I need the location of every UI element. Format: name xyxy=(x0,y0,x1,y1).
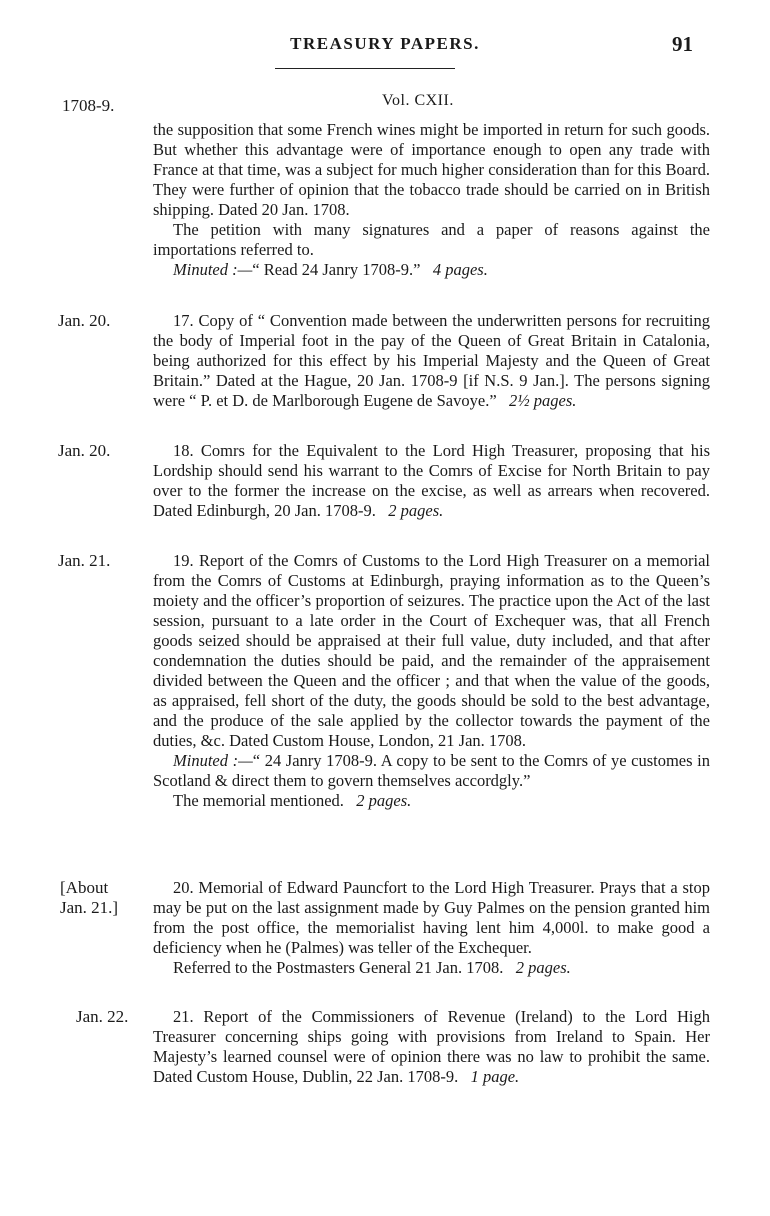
page-header-title: TREASURY PAPERS. xyxy=(290,34,480,53)
pages-count: 2 pages. xyxy=(388,501,444,520)
entry-text: 21. Report of the Commissioners of Revenue (Ireland) to the Lord High Treasurer concerning ships going with provisions from Ireland to Spain. Her Majesty’s learned counsel were of opinion there was no law to prohibit the same. Dated Custom House, Dublin, 22 Jan. 1708-9. xyxy=(153,1007,710,1086)
entry-text: 18. Comrs for the Equivalent to the Lord High Treasurer, proposing that his Lordship should send his warrant to the Comrs of Excise for North Britain to pay over to the former the increase on the excise, as well as arrears when recovered. Dated Edinburgh, 20 Jan. 1708-9. xyxy=(153,441,710,520)
pages-count: 4 pages. xyxy=(432,260,488,279)
year-label: 1708-9. xyxy=(62,96,115,115)
entry-date: [About Jan. 21.] xyxy=(60,878,119,917)
minuted-text: “ Read 24 Janry 1708-9.” xyxy=(252,260,421,279)
pages-count: 2½ pages. xyxy=(509,391,577,410)
entry-date: Jan. 22. xyxy=(76,1007,129,1026)
entry-text: 17. Copy of “ Convention made between the underwritten persons for recruiting the body of Imperial foot in the pay of the Queen of Great Britain in Catalonia, being authorized for this effect by his Imperial Majesty and the Queen of Great Britain.” Dated at the Hague, 20 Jan. 1708-9 [if N.S. 9 Jan.]. The persons signing were “ P. et D. de Marlborough Eugene de Savoye.” xyxy=(153,311,710,410)
continuation-minuted xyxy=(153,260,710,280)
continuation-note: The petition with many signatures and a paper of reasons against the importations referred to. xyxy=(153,220,710,259)
entry-date: Jan. 20. xyxy=(58,441,111,460)
watermark: ​ xyxy=(9,535,71,579)
volume-label: Vol. CXII. xyxy=(382,92,454,109)
pages-count: 2 pages. xyxy=(515,958,571,977)
entry-date: Jan. 20. xyxy=(58,311,111,330)
pages-count: 2 pages. xyxy=(356,791,412,810)
entry-text: 19. Report of the Comrs of Customs to the Lord High Treasurer on a memorial from the Comrs of Customs at Edinburgh, praying information as to the Queen’s moiety and the officer’s proportion of seizures. The practice upon the Act of the last session, pursuant to a late order in the Court of Exchequer was, that all French goods seized should be appraised at their full value, duty included, and that after condemnation the duties should be paid, and the remainder of the appraisement divided between the Queen and the officer ; and that when the value of the goods, as appraised, fell short of the duty, the goods should be sold to the best advantage, and the produce of the sale applied by the collector towards the payment of the duties, &c. Dated Custom House, London, 21 Jan. 1708. xyxy=(153,551,710,750)
entry-minuted xyxy=(153,751,710,791)
entry-text: 20. Memorial of Edward Pauncfort to the Lord High Treasurer. Prays that a stop may be put on the last assignment made by Guy Palmes on the pension granted him from the post office, the memorialist having lent him 4,000l. to make good a deficiency when he (Palmes) was teller of the Exchequer. xyxy=(153,878,710,957)
entry-note: Referred to the Postmasters General 21 Jan. 1708. xyxy=(173,958,504,977)
continuation-text: the supposition that some French wines might be imported in return for such goods. But whether this advantage were of importance enough to open any trade with France at that time, was a subject for much higher consideration than for this Board. They were further of opinion that the tobacco trade should be carried on in British shipping. Dated 20 Jan. 1708. xyxy=(153,120,710,219)
minuted-text: “ 24 Janry 1708-9. A copy to be sent to the Comrs of ye customes in Scotland & direct them to govern themselves accordgly.” xyxy=(153,751,710,790)
header-rule xyxy=(275,68,455,69)
entry-date: Jan. 21. xyxy=(58,551,111,570)
minuted-label: Minuted :— xyxy=(173,260,253,279)
entry-note: The memorial mentioned. xyxy=(173,791,344,810)
pages-count: 1 page. xyxy=(470,1067,520,1086)
minuted-label: Minuted :— xyxy=(173,751,253,770)
page-number: 91 xyxy=(672,32,693,56)
